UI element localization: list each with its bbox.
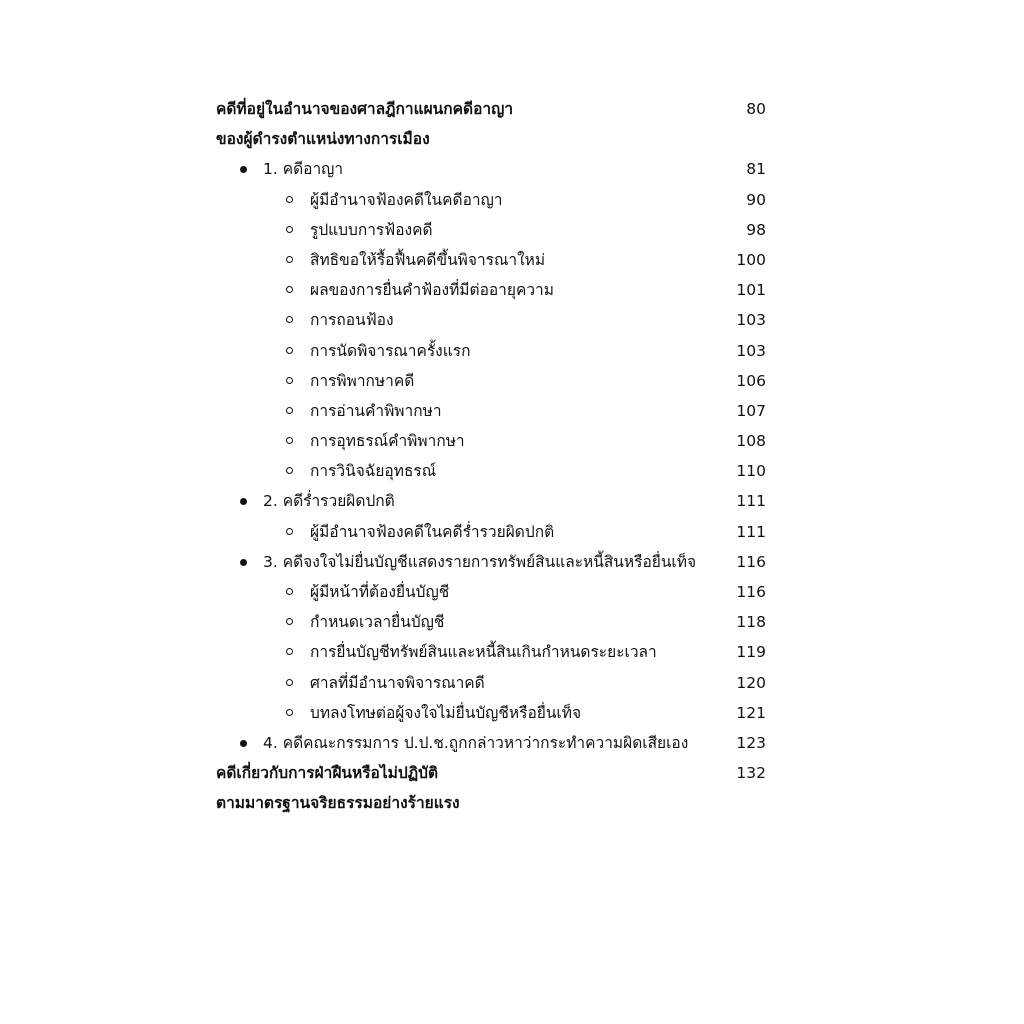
toc-entry-bullet	[0, 547, 1024, 577]
toc-entry-sub	[0, 698, 1024, 728]
toc-page-number: 116	[736, 552, 766, 571]
toc-entry-bullet	[0, 154, 1024, 184]
toc-entry-sub	[0, 305, 1024, 335]
toc-entry-sub	[0, 215, 1024, 245]
toc-entry-bullet	[0, 486, 1024, 516]
toc-entry-sub	[0, 456, 1024, 486]
toc-entry-sub	[0, 517, 1024, 547]
hollow-bullet-icon	[286, 226, 293, 233]
hollow-bullet-icon	[286, 588, 293, 595]
toc-page-number: 116	[736, 583, 766, 601]
toc-entry-title: ผู้มีอำนาจฟ้องคดีในคดีอาญา	[310, 190, 503, 209]
toc-page-number: 111	[736, 522, 766, 541]
toc-entry-title: ผู้มีหน้าที่ต้องยื่นบัญชี	[310, 583, 450, 601]
toc-entry-title: ตามมาตรฐานจริยธรรมอย่างร้ายแรง	[216, 794, 460, 813]
hollow-bullet-icon	[286, 648, 293, 655]
toc-page-number: 106	[736, 371, 766, 390]
hollow-bullet-icon	[286, 437, 293, 444]
filled-bullet-icon	[240, 740, 247, 747]
filled-bullet-icon	[240, 559, 247, 566]
toc-entry-title: การพิพากษาคดี	[310, 371, 415, 390]
toc-entry-sub	[0, 245, 1024, 275]
toc-entry-sub	[0, 275, 1024, 305]
toc-page-number: 103	[736, 311, 766, 330]
toc-entry-sub	[0, 185, 1024, 215]
toc-page-number: 80	[746, 100, 766, 118]
toc-page-number: 108	[736, 432, 766, 451]
toc-page-number: 119	[736, 643, 766, 662]
toc-page-number: 101	[736, 281, 766, 300]
toc-entry-title: การวินิจฉัยอุทธรณ์	[310, 462, 437, 481]
toc-entry-sub	[0, 668, 1024, 698]
toc-page-number: 103	[736, 341, 766, 360]
hollow-bullet-icon	[286, 618, 293, 625]
toc-entry-title: 2. คดีร่ำรวยผิดปกติ	[263, 492, 395, 511]
toc-entry-sub	[0, 366, 1024, 396]
toc-page-number: 81	[746, 160, 766, 179]
toc-entry-sub	[0, 336, 1024, 366]
toc-entry-heading	[0, 788, 1024, 818]
hollow-bullet-icon	[286, 407, 293, 414]
toc-entry-title: กำหนดเวลายื่นบัญชี	[310, 613, 445, 632]
toc-entry-title: ศาลที่มีอำนาจพิจารณาคดี	[310, 673, 485, 692]
toc-entry-heading	[0, 94, 1024, 124]
toc-entry-title: การนัดพิจารณาครั้งแรก	[310, 341, 471, 360]
toc-entry-title: การถอนฟ้อง	[310, 311, 394, 330]
toc-entry-title: สิทธิขอให้รื้อฟื้นคดีขึ้นพิจารณาใหม่	[310, 250, 546, 269]
toc-page-number: 110	[736, 462, 766, 481]
toc-page-number: 123	[736, 733, 766, 752]
hollow-bullet-icon	[286, 347, 293, 354]
toc-entry-title: บทลงโทษต่อผู้จงใจไม่ยื่นบัญชีหรือยื่นเท็จ	[310, 703, 582, 722]
toc-entry-sub	[0, 577, 1024, 607]
toc-page-number: 111	[736, 492, 766, 511]
toc-entry-title: การอุทธรณ์คำพิพากษา	[310, 432, 465, 451]
toc-page-number: 132	[736, 764, 766, 783]
toc-page-number: 107	[736, 401, 766, 420]
toc-page-number: 120	[736, 673, 766, 692]
hollow-bullet-icon	[286, 709, 293, 716]
toc-entry-sub	[0, 607, 1024, 637]
hollow-bullet-icon	[286, 467, 293, 474]
toc-page-number: 118	[736, 613, 766, 632]
toc-entry-heading	[0, 124, 1024, 154]
hollow-bullet-icon	[286, 196, 293, 203]
filled-bullet-icon	[240, 498, 247, 505]
hollow-bullet-icon	[286, 679, 293, 686]
toc-entry-title: คดีเกี่ยวกับการฝ่าฝืนหรือไม่ปฏิบัติ	[216, 764, 439, 783]
hollow-bullet-icon	[286, 528, 293, 535]
table-of-contents	[0, 94, 1024, 819]
toc-entry-title: รูปแบบการฟ้องคดี	[310, 220, 433, 239]
toc-entry-sub	[0, 396, 1024, 426]
filled-bullet-icon	[240, 166, 247, 173]
hollow-bullet-icon	[286, 377, 293, 384]
toc-page-number: 100	[736, 250, 766, 269]
toc-page-number: 98	[746, 220, 766, 239]
toc-entry-title: ของผู้ดำรงตำแหน่งทางการเมือง	[216, 130, 430, 149]
toc-entry-title: คดีที่อยู่ในอำนาจของศาลฎีกาแผนกคดีอาญา	[216, 100, 514, 118]
toc-entry-title: ผู้มีอำนาจฟ้องคดีในคดีร่ำรวยผิดปกติ	[310, 522, 555, 541]
toc-entry-title: 4. คดีคณะกรรมการ ป.ป.ช.ถูกกล่าวหาว่ากระทำความผิดเสียเอง	[263, 733, 689, 752]
toc-entry-bullet	[0, 728, 1024, 758]
toc-entry-title: ผลของการยื่นคำฟ้องที่มีต่ออายุความ	[310, 281, 554, 300]
toc-entry-title: การอ่านคำพิพากษา	[310, 401, 442, 420]
toc-page-number: 90	[746, 190, 766, 209]
toc-entry-heading	[0, 758, 1024, 788]
toc-entry-title: การยื่นบัญชีทรัพย์สินและหนี้สินเกินกำหนดระยะเวลา	[310, 643, 657, 662]
toc-entry-title: 3. คดีจงใจไม่ยื่นบัญชีแสดงรายการทรัพย์สินและหนี้สินหรือยื่นเท็จ	[263, 552, 697, 571]
toc-entry-sub	[0, 637, 1024, 667]
hollow-bullet-icon	[286, 286, 293, 293]
hollow-bullet-icon	[286, 316, 293, 323]
toc-entry-sub	[0, 426, 1024, 456]
toc-page-number: 121	[736, 703, 766, 722]
toc-entry-title: 1. คดีอาญา	[263, 160, 344, 179]
hollow-bullet-icon	[286, 256, 293, 263]
